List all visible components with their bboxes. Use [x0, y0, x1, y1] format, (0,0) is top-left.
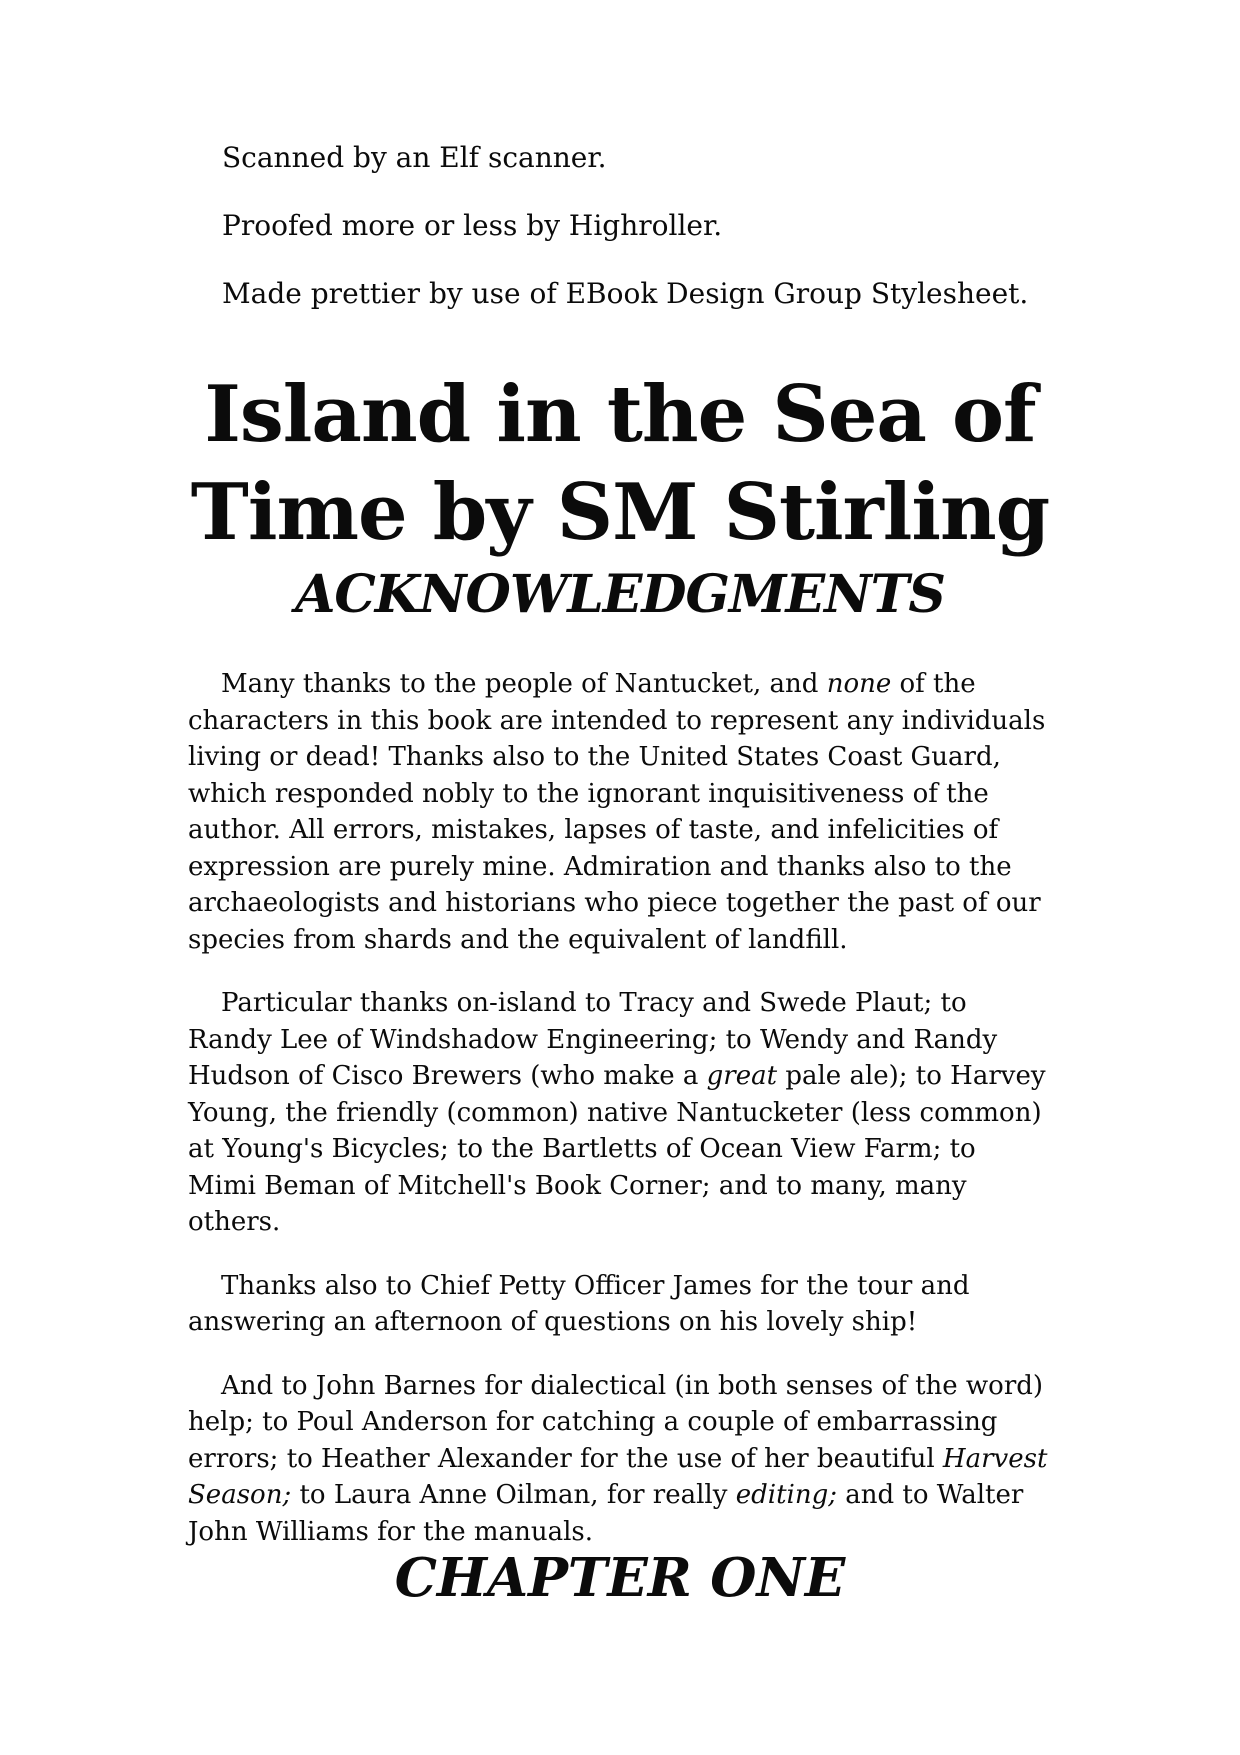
text-line [188, 1022, 1052, 1059]
plain-text: answering an afternoon of questions on his lovely ship! [188, 1307, 918, 1337]
text-line [188, 1058, 1052, 1095]
text-line [188, 1095, 1052, 1132]
scanner-credit-line: Scanned by an Elf scanner. [222, 141, 607, 174]
text-line [188, 1131, 1052, 1168]
book-title [188, 366, 1052, 562]
text-line [188, 776, 1052, 813]
plain-text: expression are purely mine. Admiration and thanks also to the [188, 851, 1012, 882]
italic-text: none [826, 669, 892, 699]
plain-text: author. All errors, mistakes, lapses of taste, and infelicities of [188, 815, 999, 845]
plain-text: Hudson of Cisco Brewers (who make a [188, 1061, 707, 1091]
italic-text: Season; [188, 1480, 292, 1510]
book-title-line: Time by SM Stirling [190, 467, 1050, 558]
plain-text: of the [891, 669, 976, 699]
text-line [188, 885, 1052, 922]
acknowledgments-body [188, 666, 1052, 1550]
plain-text: Mimi Beman of Mitchell's Book Corner; and to many, many [188, 1170, 967, 1201]
text-line [188, 1204, 1052, 1241]
paragraph [188, 1368, 1052, 1551]
scanner-credit-line: Proofed more or less by Highroller. [222, 209, 723, 242]
text-line [188, 739, 1052, 776]
plain-text: And to John Barnes for dialectical (in both senses of the word) [221, 1370, 1044, 1401]
paragraph [188, 985, 1052, 1241]
plain-text: help; to Poul Anderson for catching a couple of embarrassing [188, 1407, 998, 1437]
text-line [188, 1514, 1052, 1551]
text-line [188, 1368, 1052, 1405]
text-line [188, 849, 1052, 886]
text-line [188, 1477, 1052, 1514]
plain-text: others. [188, 1207, 281, 1237]
text-line [188, 1404, 1052, 1441]
text-line [188, 1268, 1052, 1305]
book-title-line: Island in the Sea of [204, 369, 1036, 460]
plain-text: Randy Lee of Windshadow Engineering; to Wendy and Randy [188, 1024, 998, 1055]
plain-text: John Williams for the manuals. [188, 1516, 594, 1547]
plain-text: errors; to Heather Alexander for the use of her beautiful [188, 1443, 943, 1474]
paragraph [188, 666, 1052, 958]
plain-text: Young, the friendly (common) native Nantucketer (less common) [188, 1097, 1042, 1128]
text-line [188, 1304, 1052, 1341]
scanner-credits [188, 140, 1052, 312]
acknowledgments-heading: ACKNOWLEDGMENTS [295, 564, 945, 625]
plain-text: living or dead! Thanks also to the United States Coast Guard, [188, 742, 1001, 772]
text-line [188, 703, 1052, 740]
text-line [188, 1168, 1052, 1205]
text-line [188, 922, 1052, 959]
plain-text: pale ale); to Harvey [777, 1061, 1046, 1091]
plain-text: Particular thanks on-island to Tracy and Swede Plaut; to [221, 988, 967, 1018]
italic-text: great [706, 1061, 778, 1091]
plain-text: Many thanks to the people of Nantucket, and [221, 669, 827, 699]
italic-text: Harvest [942, 1443, 1048, 1474]
page-content [188, 0, 1052, 1610]
plain-text: to Laura Anne Oilman, for really [291, 1480, 736, 1510]
text-line [188, 985, 1052, 1022]
plain-text: species from shards and the equivalent of landfill. [188, 924, 848, 955]
scanner-credit-line: Made prettier by use of EBook Design Group Stylesheet. [222, 277, 1029, 310]
plain-text: at Young's Bicycles; to the Bartletts of Ocean View Farm; to [188, 1134, 976, 1164]
text-line [188, 812, 1052, 849]
plain-text: and to Walter [836, 1480, 1024, 1510]
italic-text: editing; [735, 1480, 837, 1510]
plain-text: Thanks also to Chief Petty Officer James for the tour and [221, 1270, 970, 1301]
plain-text: archaeologists and historians who piece together the past of our [188, 888, 1041, 918]
plain-text: which responded nobly to the ignorant inquisitiveness of the [188, 778, 989, 809]
text-line [188, 1441, 1052, 1478]
plain-text: characters in this book are intended to represent any individuals [188, 705, 1046, 736]
paragraph [188, 1268, 1052, 1341]
chapter-one-heading: CHAPTER ONE [394, 1547, 846, 1609]
text-line [188, 666, 1052, 703]
